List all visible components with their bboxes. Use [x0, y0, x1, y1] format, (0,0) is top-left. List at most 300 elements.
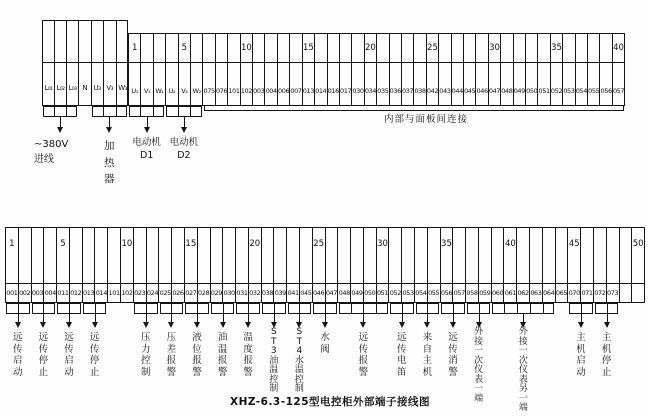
down-arrow-icon — [66, 322, 72, 328]
bracket-divider — [504, 304, 505, 313]
bracket-divider — [190, 107, 191, 116]
position-cell — [479, 228, 492, 283]
position-cell — [191, 34, 203, 62]
terminal-number: 049 — [513, 87, 525, 95]
position-cell — [300, 228, 313, 283]
label-char: 远 — [89, 332, 100, 343]
label-char: 阀 — [320, 343, 330, 355]
terminal-cell — [568, 284, 581, 302]
terminal-cell — [249, 284, 262, 302]
label-char: 传 — [397, 343, 407, 355]
terminal-number: 058 — [466, 289, 478, 297]
label-char: 远 — [13, 332, 23, 343]
top-terminal-strip — [128, 33, 625, 106]
position-cell — [492, 228, 505, 283]
down-arrow-icon — [578, 322, 584, 328]
label-char: 控 — [269, 374, 279, 385]
position-cell — [415, 228, 428, 283]
terminal-cell — [57, 284, 70, 302]
position-cell — [600, 34, 612, 62]
label-char: 压 — [166, 332, 177, 343]
terminal-cell — [479, 284, 492, 302]
position-cell — [514, 34, 526, 62]
label-char: 传 — [448, 343, 458, 355]
terminal-number: 101 — [228, 87, 240, 95]
position-cell — [95, 228, 108, 283]
label-remote-stop-1 — [37, 332, 49, 378]
terminal-cell — [352, 63, 364, 105]
terminal-cell — [351, 284, 364, 302]
position-cell — [632, 228, 644, 283]
position-cell — [594, 228, 607, 283]
power-terminal-cell — [55, 21, 67, 105]
label-line: 电动机 — [132, 137, 161, 148]
arrow-stem — [248, 314, 249, 322]
label-line: D2 — [177, 150, 191, 161]
terminal-number: U₃ — [93, 84, 101, 92]
terminal-number: 049 — [351, 289, 363, 297]
terminal-cell — [290, 63, 302, 105]
down-arrow-icon — [360, 322, 366, 328]
position-cell — [476, 34, 488, 62]
bracket-divider — [530, 304, 531, 313]
terminal-cell — [191, 63, 203, 105]
terminal-cell — [517, 284, 530, 302]
terminal-cell — [530, 284, 543, 302]
position-cell — [141, 34, 153, 62]
terminal-cell — [32, 284, 45, 302]
terminal-cell — [632, 284, 644, 302]
position-cell — [568, 228, 581, 283]
position-cell — [501, 34, 513, 62]
terminal-number: 004 — [265, 87, 277, 95]
position-cell — [427, 34, 439, 62]
label-char: 外 — [474, 327, 484, 337]
label-temp-alarm — [242, 332, 254, 378]
terminal-cell — [476, 63, 488, 105]
terminal-number: 044 — [451, 87, 463, 95]
position-cell — [402, 34, 414, 62]
position-cell — [452, 34, 464, 62]
bracket-divider — [607, 304, 608, 313]
position-cell — [211, 228, 224, 283]
bracket-divider — [171, 304, 172, 313]
down-arrow-icon — [322, 322, 328, 328]
position-number: 5 — [181, 43, 188, 53]
terminal-cell — [108, 284, 121, 302]
bracket-motor-d2 — [166, 106, 201, 117]
terminal-cell — [492, 284, 505, 302]
label-char: 停 — [601, 355, 612, 366]
position-number: 5 — [60, 239, 66, 249]
position-cell — [402, 228, 415, 283]
label-char: 机 — [422, 366, 433, 378]
terminal-number: U₁ — [131, 87, 138, 95]
terminal-number: 056 — [600, 87, 612, 95]
label-line: D1 — [139, 150, 154, 161]
terminal-number: 041 — [287, 289, 299, 297]
label-char: 远 — [38, 332, 49, 343]
terminal-cell — [70, 284, 83, 302]
label-char: 4 — [296, 346, 303, 356]
terminal-number: L₀₁ — [44, 84, 53, 92]
down-arrow-icon — [106, 127, 112, 133]
down-arrow-icon — [245, 322, 251, 328]
terminal-number: 054 — [415, 289, 427, 297]
terminal-number: 031 — [236, 289, 248, 297]
label-char: 警 — [217, 366, 228, 378]
position-cell — [563, 34, 575, 62]
terminal-number: 027 — [185, 289, 197, 297]
label-char: 油 — [217, 332, 228, 343]
position-cell — [185, 228, 198, 283]
power-terminal-cell — [92, 21, 105, 105]
position-number: 25 — [313, 239, 325, 249]
terminal-number: 057 — [453, 289, 465, 297]
bracket-divider — [66, 107, 67, 116]
arrow-stem — [299, 314, 300, 322]
bracket-divider — [54, 107, 55, 116]
terminal-number: 012 — [70, 289, 82, 297]
bracket-divider — [153, 107, 154, 116]
terminal-cell — [19, 284, 32, 302]
terminal-number: W₁ — [155, 87, 164, 95]
terminal-cell — [129, 63, 141, 105]
terminal-cell — [427, 63, 439, 105]
terminal-cell — [620, 284, 633, 302]
label-char: 报 — [358, 355, 369, 366]
terminal-cell — [538, 63, 550, 105]
position-number: 45 — [568, 239, 580, 249]
label-motor-d2 — [162, 136, 206, 162]
label-char: 停 — [38, 355, 49, 366]
label-char: 制 — [141, 366, 151, 378]
label-remote-start-1 — [12, 332, 24, 378]
terminal-cell — [300, 284, 313, 302]
terminal-number: U₂ — [168, 87, 176, 95]
terminal-cell — [489, 63, 501, 105]
terminal-number: 072 — [594, 289, 606, 297]
label-ext-instrument-end-b — [517, 328, 529, 414]
position-cell — [147, 228, 160, 283]
position-cell — [351, 228, 364, 283]
terminal-cell — [338, 284, 351, 302]
terminal-number: 043 — [439, 87, 451, 95]
position-cell — [389, 228, 402, 283]
terminal-number: 051 — [376, 289, 389, 297]
label-panel-connection: 内部与面板间连接 — [383, 114, 468, 125]
position-cell — [262, 228, 275, 283]
label-char: 机 — [576, 343, 586, 355]
terminal-number: 013 — [302, 87, 314, 95]
terminal-number: 007 — [290, 87, 302, 95]
label-char: 消 — [448, 355, 458, 366]
label-char: 自 — [422, 343, 433, 355]
terminal-number: W₂ — [192, 87, 201, 95]
position-cell — [121, 228, 134, 283]
arrow-stem — [95, 314, 96, 322]
label-char: 电 — [397, 355, 407, 366]
label-char: 度 — [243, 343, 253, 355]
terminal-number: 055 — [428, 289, 440, 297]
arrow-stem — [523, 314, 524, 322]
position-cell — [236, 228, 249, 283]
terminal-number: N — [82, 84, 88, 92]
terminal-number: 046 — [313, 289, 325, 297]
terminal-number: 045 — [464, 87, 476, 95]
bracket-divider — [274, 304, 275, 313]
terminal-cell — [262, 284, 275, 302]
terminal-cell — [303, 63, 315, 105]
terminal-cell — [278, 63, 290, 105]
arrow-stem — [453, 314, 454, 322]
terminal-number: 057 — [612, 87, 625, 95]
terminal-cell — [6, 284, 19, 302]
terminal-cell — [428, 284, 441, 302]
position-cell — [172, 228, 185, 283]
label-char: 启 — [64, 355, 74, 366]
position-cell — [328, 34, 340, 62]
label-char: 传 — [89, 343, 100, 355]
position-cell — [607, 228, 620, 283]
power-terminal-cell — [79, 21, 92, 105]
terminal-number: 047 — [488, 87, 501, 95]
power-terminal-cell — [67, 21, 79, 105]
terminal-cell — [526, 63, 538, 105]
terminal-number: 006 — [277, 87, 290, 95]
top-terminal-row — [129, 63, 624, 105]
terminal-cell — [514, 63, 526, 105]
power-terminal-cell — [43, 21, 55, 105]
position-cell — [504, 228, 517, 283]
position-cell — [613, 34, 624, 62]
position-cell — [253, 34, 265, 62]
position-cell — [315, 34, 327, 62]
position-cell — [464, 34, 476, 62]
down-arrow-icon — [194, 322, 200, 328]
arrow-stem — [223, 314, 224, 322]
down-arrow-icon — [220, 322, 226, 328]
position-number: 20 — [365, 43, 376, 53]
label-char: 表 — [474, 374, 484, 385]
terminal-number: 028 — [198, 289, 210, 297]
label-char: 远 — [358, 332, 369, 343]
position-cell — [517, 228, 530, 283]
terminal-cell — [328, 63, 340, 105]
label-char: 警 — [166, 366, 177, 378]
label-level-alarm — [191, 332, 203, 378]
terminal-number: 029 — [210, 289, 222, 297]
label-char: 止 — [38, 366, 49, 378]
label-char: 端 — [518, 403, 528, 413]
terminal-number: 065 — [555, 289, 568, 297]
label-char: 温 — [269, 365, 279, 375]
position-cell — [241, 34, 253, 62]
terminal-cell — [44, 284, 57, 302]
terminal-cell — [441, 284, 454, 302]
label-char: 次 — [518, 355, 528, 366]
terminal-number: 025 — [159, 289, 171, 297]
terminal-number: 038 — [261, 289, 274, 297]
terminal-cell — [159, 284, 172, 302]
terminal-number: 030 — [223, 289, 235, 297]
terminal-number: 034 — [364, 87, 377, 95]
bottom-terminal-strip — [5, 227, 645, 303]
terminal-number: 048 — [338, 289, 350, 297]
position-cell — [556, 228, 569, 283]
terminal-cell — [377, 284, 390, 302]
label-char: 热 — [104, 156, 115, 169]
bracket-divider — [402, 304, 403, 313]
arrow-stem — [109, 117, 110, 127]
terminal-number: 013 — [82, 289, 95, 297]
position-cell — [439, 34, 451, 62]
position-cell — [223, 228, 236, 283]
position-cell — [290, 34, 302, 62]
position-cell — [265, 34, 277, 62]
position-cell — [44, 228, 57, 283]
down-arrow-icon — [399, 322, 405, 328]
arrow-stem — [60, 117, 61, 127]
terminal-cell — [326, 284, 339, 302]
arrow-stem — [581, 314, 582, 322]
label-heater — [102, 138, 116, 188]
position-cell — [179, 34, 191, 62]
label-char: 水 — [320, 332, 330, 343]
position-number: 40 — [613, 43, 624, 53]
position-number: 10 — [240, 43, 252, 53]
terminal-number: 055 — [588, 87, 600, 95]
terminal-number: 003 — [253, 87, 265, 95]
label-pressure-control — [140, 332, 152, 378]
bracket-divider — [146, 304, 147, 313]
down-arrow-icon — [604, 322, 610, 328]
position-cell — [338, 228, 351, 283]
position-cell — [303, 34, 315, 62]
bracket-divider — [581, 304, 582, 313]
terminal-cell — [172, 284, 185, 302]
label-char: 警 — [192, 366, 202, 378]
position-cell — [159, 228, 172, 283]
label-char: 接 — [474, 336, 484, 347]
label-char: 报 — [192, 355, 202, 366]
bottom-terminal-row — [6, 284, 644, 302]
position-cell — [543, 228, 556, 283]
terminal-number: 016 — [327, 87, 339, 95]
terminal-cell — [415, 284, 428, 302]
terminal-number: 004 — [44, 289, 56, 297]
label-char: 笛 — [397, 366, 407, 378]
bracket-divider — [223, 304, 224, 313]
terminal-cell — [83, 284, 96, 302]
label-char: 水 — [294, 355, 304, 366]
position-cell — [576, 34, 588, 62]
label-char: 表 — [518, 374, 528, 385]
position-cell — [32, 228, 45, 283]
terminal-number: 024 — [146, 289, 159, 297]
terminal-cell — [265, 63, 277, 105]
label-char: 启 — [576, 355, 586, 366]
terminal-number: L₀₂ — [56, 84, 65, 92]
terminal-cell — [563, 63, 575, 105]
position-number: 35 — [441, 239, 452, 249]
position-cell — [6, 228, 19, 283]
position-cell — [249, 228, 262, 283]
bracket-divider — [248, 304, 249, 313]
terminal-cell — [121, 284, 134, 302]
arrow-stem — [607, 314, 608, 322]
down-arrow-icon — [424, 322, 430, 328]
terminal-cell — [253, 63, 265, 105]
terminal-cell — [134, 284, 147, 302]
label-char: 温 — [294, 365, 304, 375]
label-char: 主 — [576, 332, 586, 343]
bracket-divider — [140, 107, 141, 116]
label-mains-input — [34, 137, 68, 167]
terminal-cell — [501, 63, 513, 105]
arrow-stem — [274, 314, 275, 322]
label-char: 器 — [104, 173, 115, 185]
down-arrow-icon — [40, 322, 46, 328]
terminal-number: 048 — [501, 87, 513, 95]
terminal-number: 075 — [203, 87, 215, 95]
label-char: 一 — [474, 384, 484, 394]
label-char: 止 — [601, 366, 612, 378]
label-char: 端 — [474, 393, 484, 404]
bracket-motor-d1 — [129, 106, 164, 117]
label-char: 报 — [243, 355, 253, 366]
label-remote-alarm — [357, 332, 369, 378]
label-st3-oil-temp-control — [268, 328, 280, 395]
position-cell — [154, 34, 166, 62]
label-char: 报 — [166, 355, 177, 366]
arrow-stem — [147, 117, 148, 127]
label-remote-stop-2 — [89, 332, 101, 378]
position-cell — [588, 34, 600, 62]
position-cell — [414, 34, 426, 62]
terminal-number: 042 — [426, 87, 439, 95]
label-line: 进线 — [34, 154, 54, 165]
down-arrow-icon — [144, 127, 150, 133]
arrow-stem — [479, 314, 480, 322]
arrow-stem — [171, 314, 172, 322]
terminal-cell — [543, 284, 556, 302]
terminal-number: 053 — [402, 289, 414, 297]
position-cell — [19, 228, 32, 283]
position-cell — [489, 34, 501, 62]
position-cell — [134, 228, 147, 283]
bracket-divider — [95, 304, 96, 313]
terminal-cell — [390, 63, 402, 105]
terminal-cell — [313, 284, 326, 302]
terminal-cell — [402, 284, 415, 302]
terminal-cell — [147, 284, 160, 302]
position-number: 25 — [427, 43, 438, 53]
position-cell — [70, 228, 83, 283]
label-char: 仪 — [518, 365, 528, 375]
power-terminal-cell — [104, 21, 117, 105]
label-char: 一 — [518, 393, 528, 404]
bracket-divider — [363, 304, 364, 313]
label-char: 动 — [576, 366, 586, 378]
down-arrow-icon — [15, 322, 21, 328]
terminal-number: V₃ — [106, 84, 114, 92]
label-char: 差 — [166, 343, 177, 355]
label-char: 警 — [448, 366, 458, 378]
position-cell — [278, 34, 290, 62]
bracket-divider — [43, 304, 44, 313]
terminal-number: 045 — [300, 289, 312, 297]
